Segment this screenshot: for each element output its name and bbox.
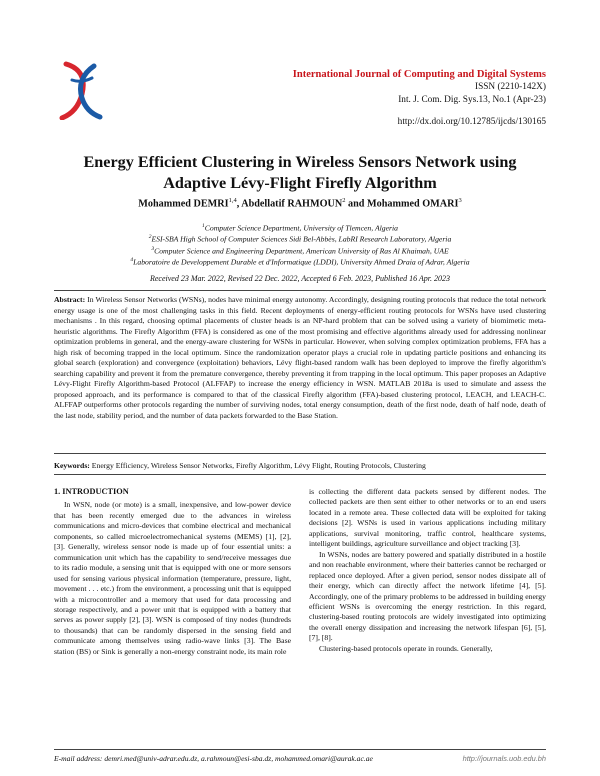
body-paragraph: Clustering-based protocols operate in rounds. Generally, <box>319 643 493 653</box>
author-name: Mohammed OMARI <box>367 198 459 210</box>
abstract <box>54 295 546 422</box>
affiliation-list <box>40 222 560 267</box>
body-column-left <box>54 487 291 657</box>
author-list <box>40 197 560 209</box>
author-separator: , <box>236 198 242 210</box>
body-column-right <box>309 487 546 654</box>
abstract-label: Abstract: <box>54 295 86 304</box>
divider <box>54 453 546 454</box>
doi-link[interactable]: http://dx.doi.org/10.12785/ijcds/130165 <box>397 117 546 127</box>
body-paragraph: In WSN, node (or mote) is a small, inexpensive, and low-power device that has been recently emerged due to the advances in wireless communications and micro-devices that combine electrical and mechanical components, so called microelectromechanical systems (MEMS) [1], [2], [3]. Generally, wireless sensor node is made up of four essential units: a communication unit which has the capability to send/receive messages due to its radio module, a sensing unit that is equipped with one or more sensors used for sensing various physical information (temperature, pressure, light, movement . . . etc.) from the environment, a processing unit that is equipped with a microcontroller and a memory that used for data processing and storage respectively, and a power unit that is equipped with a battery that serves as power supply [2], [3]. WSN is composed of tiny nodes (hundreds to thousands) that can be randomly dispersed in the sensing field and communicate among themselves using radio-wave links [3]. The Base station (BS) or Sink is generally a non-energy constraint node, its main role <box>54 500 291 656</box>
footer-emails[interactable]: E-mail address: demri.med@univ-adrar.edu.dz, a.rahmoun@esi-sba.dz, mohammed.omari@aurak.ac.ae <box>54 754 373 763</box>
author-sup: 1,4 <box>228 197 237 204</box>
paper-title <box>40 152 560 194</box>
divider <box>54 290 546 291</box>
footer-url[interactable]: http://journals.uob.edu.bh <box>462 754 546 763</box>
keywords-label: Keywords: <box>54 461 90 470</box>
journal-issn: ISSN (2210-142X) <box>474 82 546 92</box>
abstract-text: In Wireless Sensor Networks (WSNs), nodes have minimal energy autonomy. Accordingly, designing routing protocols that reduce the total network energy usage is one of the most challenging tasks in this field. Recent deployments of energy-efficient routing protocols for WSNs have used clustering mechanisms . In this regard, choosing optimal placements of cluster heads is an NP-hard problem that can be solved using a variety of biomimetic meta-heuristic algorithms. The Firefly Algorithm (FFA) is considered as one of the most promising and effective algorithms already used for addressing nonlinear optimization problems in general, and the energy-aware clustering for WSNs in particular. However, when solving complex optimization problems, FFA has a high risk of becoming trapped in the local optimum. Since the randomization operator plays a crucial role in updating particle positions and enhancing its global search (exploration) and convergence (exploitation) behaviors, Lévy flight-based random walk has been deployed to improve the firefly algorithm's searching capability and prevent it from the premature convergence, thereby preventing it from trapping in the local optimum. This paper proposes an Adaptive Lévy-Flight Firefly Algorithm-based Protocol (ALFFAP) to increase the energy efficiency in WSN. MATLAB 2018a is used to simulate and assess the proposed approach, and its performance is compared to that of the classical Firefly algorithm (FFA)-based clustering protocol, LEACH, and LEACH-C. ALFFAP outperforms other protocols regarding the number of surviving nodes, total energy consumption, death of the first node, death of half node, death of the last node, stability period, and the number of data packets forwarded to the Base Station. <box>54 295 547 421</box>
keywords-text: Energy Efficiency, Wireless Sensor Networks, Firefly Algorithm, Lévy Flight, Routing Protocols, Clustering <box>91 461 426 470</box>
journal-logo <box>52 60 108 120</box>
body-paragraph: In WSNs, nodes are battery powered and spatially distributed in a hostile and non reachable environment, where their batteries cannot be recharged or replaced once deployed. After a given period, sensor nodes dissipate all of their energy, which can directly affect the network lifetime [4], [5]. Accordingly, one of the primary problems to be addressed in building energy efficient WSNs is overcoming the energy restriction. In this regard, clustering-based routing protocols are widely investigated into optimizing the overall energy dissipation and increasing the network lifespan [6], [5], [7], [8]. <box>309 549 546 643</box>
journal-citation: Int. J. Com. Dig. Sys.13, No.1 (Apr-23) <box>398 95 546 105</box>
affiliation: $^2$ESI-SBA High School of Computer Sciences Sidi Bel-Abbès, LabRI Research Laboratory, Algeria <box>148 234 452 244</box>
divider <box>54 749 546 750</box>
author-separator: and <box>345 198 368 210</box>
affiliation: $^1$Computer Science Department, University of Tlemcen, Algeria <box>201 223 399 233</box>
divider <box>54 474 546 475</box>
title-line-2: Adaptive Lévy-Flight Firefly Algorithm <box>163 174 437 192</box>
journal-header <box>293 68 546 107</box>
section-heading: 1. INTRODUCTION <box>54 487 129 496</box>
keywords <box>54 461 546 470</box>
author-name: Mohammed DEMRI <box>138 198 229 210</box>
body-paragraph: is collecting the different data packets sensed by different nodes. The collected packets are then sent either to other networks or to an end users located in a remote area. These collected data will be exploited for taking decisions [2]. WSNs is used in various applications including military applications, survival monitoring, traffic control, healthcare systems, intelligent buildings, agriculture surveillance and object tracking [3]. <box>309 487 546 549</box>
affiliation: $^3$Computer Science and Engineering Department, American University of Ras Al Khaimah, UAE <box>151 245 449 256</box>
author-sup: 2 <box>342 197 346 204</box>
author-sup: 3 <box>458 197 462 204</box>
page-footer <box>54 754 546 763</box>
author-name: Abdellatif RAHMOUN <box>241 198 343 210</box>
affiliation: $^4$Laboratoire de Developpement Durable et d'Informatique (LDDI), University Ahmed Draia of Adrar, Algeria <box>130 257 470 267</box>
title-line-1: Energy Efficient Clustering in Wireless Sensors Network using <box>83 153 517 171</box>
received-dates: Received 23 Mar. 2022, Revised 22 Dec. 2022, Accepted 6 Feb. 2023, Published 16 Apr. 2023 <box>149 274 451 283</box>
journal-name: International Journal of Computing and Digital Systems <box>292 69 546 80</box>
